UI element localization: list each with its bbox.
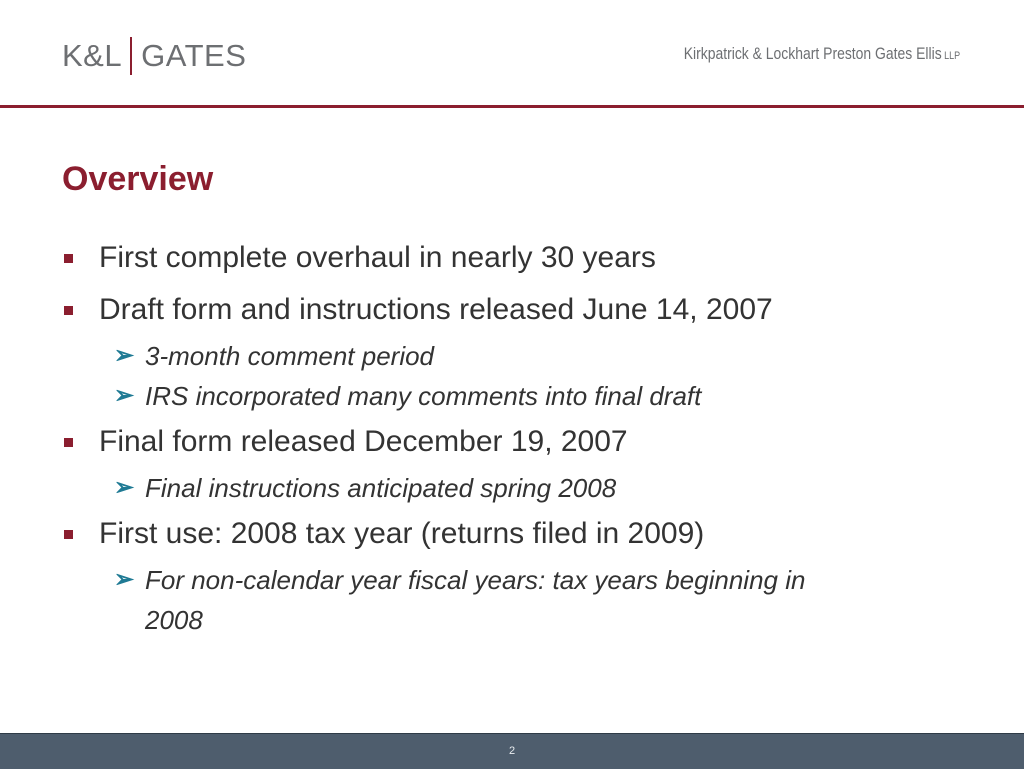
sub-bullet-item [114, 468, 962, 508]
arrow-bullet-icon: ➢ [114, 566, 135, 593]
square-bullet-icon [64, 438, 73, 447]
arrow-bullet-icon: ➢ [114, 382, 135, 409]
firm-name [683, 44, 960, 64]
sub-bullet-text: For non-calendar year fiscal years: tax years beginning in 2008 [145, 565, 806, 635]
sub-bullet-item [114, 376, 962, 416]
arrow-bullet-icon: ➢ [114, 474, 135, 501]
bullet-item [62, 516, 962, 552]
arrow-bullet-icon: ➢ [114, 342, 135, 369]
firm-name-text: Kirkpatrick & Lockhart Preston Gates Ellis [683, 44, 942, 63]
square-bullet-icon [64, 306, 73, 315]
bullet-text: Final form released December 19, 2007 [99, 425, 628, 458]
header-divider [0, 105, 1024, 108]
logo-right-text: GATES [141, 38, 247, 73]
bullet-text: First complete overhaul in nearly 30 years [99, 241, 656, 274]
bullet-text: First use: 2008 tax year (returns filed in 2009) [99, 517, 705, 550]
sub-bullet-text: IRS incorporated many comments into final draft [145, 381, 702, 411]
footer-bar [0, 733, 1024, 769]
bullet-text: Draft form and instructions released June 14, 2007 [99, 293, 773, 326]
firm-suffix: LLP [943, 50, 960, 62]
sub-bullet-text: Final instructions anticipated spring 2008 [145, 473, 617, 503]
bullet-item [62, 292, 962, 328]
square-bullet-icon [64, 254, 73, 263]
bullet-item [62, 240, 962, 276]
logo-divider [130, 37, 132, 75]
square-bullet-icon [64, 530, 73, 539]
sub-bullet-item [114, 336, 962, 376]
logo-left-text: K&L [62, 38, 123, 73]
bullet-item [62, 424, 962, 460]
bullet-list [62, 240, 962, 648]
page-number: 2 [508, 745, 516, 757]
slide-title: Overview [62, 160, 214, 198]
logo [62, 36, 246, 76]
sub-bullet-text: 3-month comment period [145, 341, 435, 371]
sub-bullet-item [114, 560, 845, 640]
